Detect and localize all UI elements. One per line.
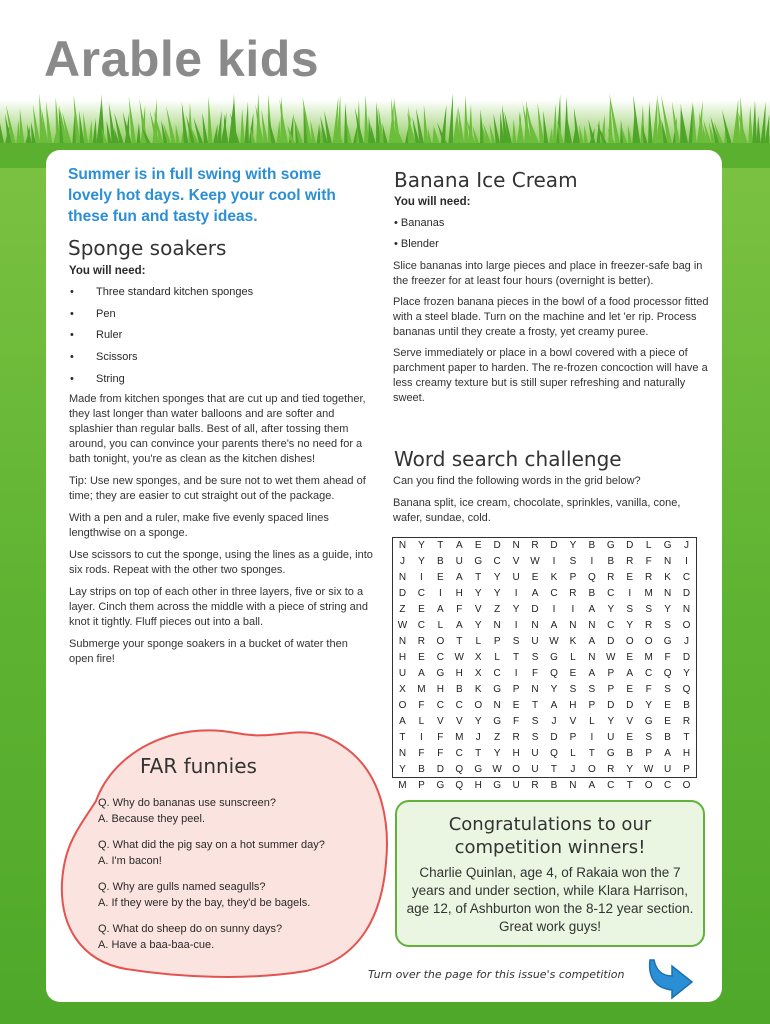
grid-letter[interactable]: B: [418, 764, 425, 775]
grid-letter[interactable]: U: [531, 748, 539, 759]
grid-letter[interactable]: E: [626, 572, 634, 583]
grid-letter[interactable]: X: [474, 652, 482, 663]
grid-letter[interactable]: I: [590, 556, 594, 567]
grid-letter[interactable]: Q: [550, 668, 558, 679]
grid-letter[interactable]: P: [512, 684, 520, 695]
grid-letter[interactable]: F: [418, 700, 425, 711]
grid-letter[interactable]: A: [531, 588, 539, 599]
grid-letter[interactable]: E: [626, 684, 634, 695]
grid-letter[interactable]: Y: [550, 684, 558, 695]
grid-letter[interactable]: H: [569, 700, 577, 711]
grid-letter[interactable]: T: [513, 652, 520, 663]
grid-letter[interactable]: G: [606, 748, 615, 759]
grid-letter[interactable]: E: [664, 700, 671, 711]
grid-letter[interactable]: N: [663, 588, 672, 599]
grid-letter[interactable]: Y: [607, 604, 615, 615]
word-search-instructions: [393, 474, 711, 533]
grid-letter[interactable]: S: [531, 716, 539, 727]
grid-letter[interactable]: S: [569, 684, 577, 695]
grid-letter[interactable]: I: [590, 732, 594, 743]
grid-letter[interactable]: O: [682, 780, 691, 791]
paragraph: Made from kitchen sponges that are cut up and tied together, they last longer than water balloons and are softer and splashier than regular balls. Best of all, after tossing them around, you can convince your parents there's no need for a bath tonight, you're as clean as the kitchen dishes!: [69, 393, 366, 465]
grid-letter[interactable]: V: [569, 716, 577, 727]
grid-letter[interactable]: O: [474, 700, 483, 711]
intro-text: Summer is in full swing with some lovely hot days. Keep your cool with these fun and tasty ideas.: [68, 166, 336, 225]
grid-letter[interactable]: U: [455, 556, 463, 567]
grid-letter[interactable]: Y: [626, 764, 634, 775]
grid-letter[interactable]: A: [455, 620, 463, 631]
grid-letter[interactable]: V: [437, 716, 444, 727]
grid-letter[interactable]: D: [607, 700, 615, 711]
grid-letter[interactable]: W: [606, 652, 616, 663]
grid-letter[interactable]: T: [588, 748, 595, 759]
grid-letter[interactable]: Y: [418, 556, 425, 567]
grid-letter[interactable]: Y: [474, 588, 482, 599]
grid-letter[interactable]: C: [550, 588, 558, 599]
grid-letter[interactable]: E: [474, 540, 482, 551]
congrats-title: Congratulations to our competition winners!: [448, 814, 652, 858]
grid-letter[interactable]: N: [512, 540, 520, 551]
grid-letter[interactable]: W: [454, 652, 464, 663]
grid-letter[interactable]: P: [607, 668, 615, 679]
grid-letter[interactable]: B: [626, 748, 634, 759]
paragraph: Use scissors to cut the sponge, using the lines as a guide, into six rods. Repeat with the other two sponges.: [69, 549, 373, 576]
grid-letter[interactable]: A: [418, 668, 425, 679]
grid-letter[interactable]: O: [644, 636, 653, 647]
grid-letter[interactable]: I: [514, 620, 518, 631]
sponge-instructions: [69, 392, 375, 674]
grid-letter[interactable]: B: [683, 700, 690, 711]
grid-letter[interactable]: Y: [607, 716, 615, 727]
grid-letter[interactable]: L: [475, 636, 481, 647]
grid-letter[interactable]: J: [684, 636, 690, 647]
grid-letter[interactable]: N: [398, 748, 407, 759]
grid-letter[interactable]: R: [512, 732, 520, 743]
paragraph: With a pen and a ruler, make five evenly spaced lines lengthwise on a sponge.: [69, 512, 329, 539]
grid-letter[interactable]: P: [418, 780, 425, 791]
grid-letter[interactable]: F: [645, 684, 652, 695]
grid-letter[interactable]: O: [625, 636, 634, 647]
grid-letter[interactable]: K: [550, 572, 558, 583]
grid-letter[interactable]: T: [399, 732, 406, 743]
grid-letter[interactable]: C: [436, 652, 444, 663]
grid-letter[interactable]: V: [474, 604, 482, 615]
grid-letter[interactable]: S: [664, 620, 671, 631]
grid-letter[interactable]: D: [607, 636, 615, 647]
grid-letter[interactable]: M: [417, 684, 426, 695]
grid-letter[interactable]: V: [512, 556, 520, 567]
grid-letter[interactable]: Q: [455, 764, 464, 775]
grid-letter[interactable]: Y: [474, 620, 482, 631]
banana-instructions: [393, 259, 711, 412]
grid-letter[interactable]: R: [645, 620, 653, 631]
grid-letter[interactable]: A: [588, 668, 596, 679]
grid-letter[interactable]: P: [588, 700, 596, 711]
grid-letter[interactable]: L: [570, 748, 576, 759]
grid-letter[interactable]: C: [607, 588, 615, 599]
grid-letter[interactable]: G: [550, 652, 558, 663]
grid-letter[interactable]: W: [397, 620, 408, 631]
grid-letter[interactable]: H: [455, 668, 463, 679]
grid-letter[interactable]: F: [664, 652, 671, 663]
grid-letter[interactable]: G: [644, 716, 653, 727]
grid-letter[interactable]: I: [514, 668, 518, 679]
grid-letter[interactable]: Q: [587, 572, 596, 583]
grid-letter[interactable]: S: [512, 636, 520, 647]
grid-letter[interactable]: G: [474, 764, 483, 775]
grid-letter[interactable]: Y: [418, 540, 425, 551]
list-item: • Blender: [394, 238, 439, 250]
banana-need-label: You will need:: [394, 196, 471, 208]
grid-letter[interactable]: Z: [494, 604, 501, 615]
list-item: • Ruler: [70, 329, 123, 342]
grid-letter[interactable]: N: [493, 620, 501, 631]
grid-letter[interactable]: Y: [569, 540, 577, 551]
grid-letter[interactable]: B: [664, 732, 671, 743]
grid-letter[interactable]: I: [552, 604, 556, 615]
grid-letter[interactable]: F: [645, 556, 652, 567]
grid-letter[interactable]: D: [398, 588, 407, 599]
grid-letter[interactable]: T: [456, 636, 463, 647]
grid-letter[interactable]: R: [682, 716, 691, 727]
grid-letter[interactable]: J: [399, 556, 405, 567]
grid-letter[interactable]: T: [531, 700, 539, 711]
grid-letter[interactable]: Y: [493, 572, 501, 583]
grid-letter[interactable]: U: [663, 764, 672, 775]
grid-letter[interactable]: N: [588, 620, 596, 631]
grid-letter[interactable]: P: [683, 764, 690, 775]
grid-letter[interactable]: P: [569, 732, 577, 743]
grid-letter[interactable]: Q: [550, 748, 558, 759]
grid-letter[interactable]: E: [512, 700, 520, 711]
grid-letter[interactable]: E: [664, 716, 671, 727]
grid-letter[interactable]: I: [514, 588, 518, 599]
grid-letter[interactable]: C: [663, 780, 672, 791]
paragraph: Lay strips on top of each other in three layers, five or six to a layer. Cinch them across the middle with a piece of string and knot it tightly. Fluff pieces out into a ball.: [69, 586, 368, 628]
grid-letter[interactable]: S: [531, 652, 539, 663]
grid-letter[interactable]: A: [550, 620, 558, 631]
grid-letter[interactable]: H: [512, 748, 520, 759]
grid-letter[interactable]: B: [588, 588, 596, 599]
grid-letter[interactable]: E: [626, 652, 634, 663]
grid-letter[interactable]: H: [682, 748, 691, 759]
grid-letter[interactable]: L: [589, 716, 595, 727]
grid-letter[interactable]: Q: [455, 780, 464, 791]
grid-letter[interactable]: D: [626, 540, 634, 551]
grid-letter[interactable]: G: [436, 668, 445, 679]
grid-letter[interactable]: A: [399, 716, 406, 727]
grid-letter[interactable]: U: [512, 572, 520, 583]
grid-letter[interactable]: R: [607, 764, 615, 775]
grid-letter[interactable]: U: [398, 668, 407, 679]
grid-letter[interactable]: I: [685, 556, 688, 567]
grid-letter[interactable]: C: [607, 620, 615, 631]
grid-letter[interactable]: K: [664, 572, 671, 583]
grid-letter[interactable]: J: [475, 732, 481, 743]
grid-letter[interactable]: D: [493, 540, 501, 551]
grid-letter[interactable]: B: [588, 540, 596, 551]
grid-letter[interactable]: N: [531, 684, 539, 695]
grid-letter[interactable]: L: [570, 652, 576, 663]
grid-letter[interactable]: A: [588, 604, 596, 615]
grid-letter[interactable]: P: [645, 748, 652, 759]
list-item: • String: [70, 372, 125, 385]
grid-letter[interactable]: P: [607, 684, 615, 695]
grid-letter[interactable]: N: [398, 572, 407, 583]
grid-letter[interactable]: O: [398, 700, 407, 711]
grid-letter[interactable]: B: [550, 780, 558, 791]
grid-letter[interactable]: M: [398, 780, 407, 791]
grid-letter[interactable]: W: [549, 636, 559, 647]
grid-letter[interactable]: Y: [399, 764, 406, 775]
grid-letter[interactable]: K: [474, 684, 482, 695]
paragraph: Tip: Use new sponges, and be sure not to wet them ahead of time; they are easier to cut straight out of the package.: [69, 475, 366, 502]
sponge-items-list: [70, 286, 253, 394]
grid-letter[interactable]: F: [418, 748, 425, 759]
grid-letter[interactable]: S: [645, 604, 652, 615]
grid-letter[interactable]: F: [437, 732, 444, 743]
grid-letter[interactable]: D: [550, 732, 558, 743]
grid-letter[interactable]: E: [418, 604, 425, 615]
joke: Q. Why are gulls named seagulls? A. If they were by the bay, they'd be bagels.: [98, 881, 311, 909]
grid-letter[interactable]: Z: [494, 732, 501, 743]
paragraph: Place frozen banana pieces in the bowl of a food processor fitted with a steel blade. Turn on the machine and let 'er rip. Process bananas until they create a frosty, yet creamy puree.: [393, 296, 709, 338]
grid-letter[interactable]: W: [643, 764, 654, 775]
grid-letter[interactable]: U: [531, 764, 539, 775]
grid-letter[interactable]: P: [569, 572, 577, 583]
grid-letter[interactable]: I: [552, 556, 556, 567]
funnies-title: FAR funnies: [140, 754, 257, 778]
grid-letter[interactable]: D: [550, 540, 558, 551]
grid-letter[interactable]: J: [684, 540, 690, 551]
grid-letter[interactable]: Y: [512, 604, 520, 615]
grid-letter[interactable]: U: [531, 636, 539, 647]
grid-letter[interactable]: N: [569, 780, 577, 791]
grid-letter[interactable]: A: [664, 748, 671, 759]
grid-letter[interactable]: D: [436, 764, 444, 775]
grid-letter[interactable]: N: [569, 620, 577, 631]
grid-letter[interactable]: R: [645, 572, 653, 583]
grid-letter[interactable]: A: [588, 780, 596, 791]
joke: Q. Why do bananas use sunscreen? A. Because they peel.: [98, 797, 276, 825]
grid-letter[interactable]: Y: [493, 748, 501, 759]
grid-letter[interactable]: C: [417, 588, 426, 599]
funnies-list: [98, 795, 378, 963]
word-search-grid[interactable]: [392, 537, 697, 791]
grid-letter[interactable]: N: [682, 604, 691, 615]
grid-letter[interactable]: A: [626, 668, 634, 679]
grid-letter[interactable]: F: [531, 668, 539, 679]
grid-letter[interactable]: A: [455, 572, 463, 583]
grid-letter[interactable]: A: [437, 604, 444, 615]
grid-letter[interactable]: O: [512, 764, 520, 775]
grid-letter[interactable]: X: [474, 668, 482, 679]
paragraph: Serve immediately or place in a bowl covered with a piece of parchment paper to harden. The re-frozen concoction will have a less creamy texture but is still super refreshing and naturally sweet.: [393, 347, 708, 404]
grid-letter[interactable]: G: [663, 540, 672, 551]
grid-letter[interactable]: C: [682, 572, 691, 583]
grid-letter[interactable]: D: [626, 700, 634, 711]
paragraph: Can you find the following words in the grid below?: [393, 475, 641, 487]
paragraph: Submerge your sponge soakers in a bucket of water then open fire!: [69, 638, 348, 665]
grid-letter[interactable]: H: [398, 652, 407, 663]
grid-letter[interactable]: X: [399, 684, 406, 695]
turn-arrow-icon[interactable]: [644, 954, 696, 1000]
grid-letter[interactable]: N: [398, 636, 407, 647]
grid-letter[interactable]: T: [475, 748, 482, 759]
grid-letter[interactable]: U: [607, 732, 615, 743]
grid-letter[interactable]: R: [531, 780, 539, 791]
list-item: • Scissors: [70, 351, 138, 364]
grid-letter[interactable]: G: [493, 684, 502, 695]
grid-letter[interactable]: D: [682, 588, 691, 599]
grid-letter[interactable]: D: [531, 604, 539, 615]
grid-letter[interactable]: G: [663, 636, 672, 647]
grid-letter[interactable]: L: [494, 652, 500, 663]
grid-letter[interactable]: Q: [682, 684, 691, 695]
grid-letter[interactable]: G: [436, 780, 445, 791]
grid-letter[interactable]: O: [682, 620, 691, 631]
grid-letter[interactable]: C: [493, 556, 501, 567]
grid-letter[interactable]: C: [645, 668, 653, 679]
page-title: Arable kids: [44, 31, 320, 87]
sponge-need-label: You will need:: [69, 265, 146, 277]
grid-letter[interactable]: T: [626, 780, 633, 791]
grid-letter[interactable]: Y: [683, 668, 690, 679]
grid-letter[interactable]: C: [607, 780, 615, 791]
grid-letter[interactable]: E: [569, 668, 577, 679]
grid-letter[interactable]: N: [493, 700, 501, 711]
grid-letter[interactable]: R: [531, 540, 539, 551]
grid-letter[interactable]: Y: [664, 604, 671, 615]
grid-letter[interactable]: B: [437, 556, 444, 567]
turn-over-note: Turn over the page for this issue's competition: [368, 968, 625, 981]
word-search-title: Word search challenge: [394, 447, 622, 471]
grid-letter[interactable]: R: [569, 588, 577, 599]
grid-letter[interactable]: T: [683, 732, 690, 743]
list-item: • Three standard kitchen sponges: [70, 286, 254, 298]
grid-letter[interactable]: W: [530, 556, 540, 567]
grid-letter[interactable]: J: [570, 764, 576, 775]
grid-letter[interactable]: V: [455, 716, 463, 727]
grid-letter[interactable]: S: [569, 556, 577, 567]
grid-letter[interactable]: D: [682, 652, 691, 663]
grid-letter[interactable]: I: [420, 572, 423, 583]
grid-letter[interactable]: S: [626, 604, 634, 615]
grid-letter[interactable]: G: [493, 780, 502, 791]
grid-letter[interactable]: C: [436, 700, 444, 711]
grid-letter[interactable]: T: [437, 540, 444, 551]
grid-letter[interactable]: E: [531, 572, 539, 583]
grid-letter[interactable]: Y: [474, 716, 482, 727]
grid-letter[interactable]: T: [475, 572, 482, 583]
grid-letter[interactable]: B: [455, 684, 463, 695]
grid-letter[interactable]: H: [474, 780, 482, 791]
grid-letter[interactable]: S: [645, 732, 652, 743]
grid-letter[interactable]: I: [571, 604, 575, 615]
list-item: • Bananas: [394, 217, 445, 229]
grid-letter[interactable]: Y: [493, 588, 501, 599]
grid-letter[interactable]: T: [550, 764, 558, 775]
banana-title: Banana Ice Cream: [394, 168, 578, 192]
grid-letter[interactable]: M: [644, 588, 653, 599]
grid-letter[interactable]: G: [474, 556, 483, 567]
grid-letter[interactable]: I: [420, 732, 423, 743]
grid-letter[interactable]: C: [455, 748, 463, 759]
grid-letter[interactable]: Q: [663, 668, 672, 679]
grid-letter[interactable]: B: [607, 556, 615, 567]
congrats-text: Charlie Quinlan, age 4, of Rakaia won the 7 years and under section, while Klara Harrison, age 12, of Ashburton won the 8-12 year section. Great work guys!: [406, 865, 694, 934]
grid-letter[interactable]: G: [606, 540, 615, 551]
grid-letter[interactable]: V: [626, 716, 634, 727]
joke: Q. What did the pig say on a hot summer day? A. I'm bacon!: [98, 839, 325, 867]
joke: Q. What do sheep do on sunny days? A. Have a baa-baa-cue.: [98, 923, 283, 951]
sponge-title: Sponge soakers: [68, 236, 227, 260]
paragraph: Slice bananas into large pieces and place in freezer-safe bag in the freezer for at least four hours (overnight is better).: [393, 260, 703, 287]
grid-letter[interactable]: R: [607, 572, 615, 583]
grid-letter[interactable]: N: [398, 540, 407, 551]
grid-letter[interactable]: N: [663, 556, 672, 567]
grid-letter[interactable]: E: [418, 652, 425, 663]
grid-letter[interactable]: F: [513, 716, 520, 727]
grid-letter[interactable]: O: [644, 780, 653, 791]
grid-letter[interactable]: W: [492, 764, 502, 775]
grid-letter[interactable]: K: [569, 636, 577, 647]
grid-letter[interactable]: U: [512, 780, 520, 791]
grid-letter[interactable]: A: [588, 636, 596, 647]
grid-letter[interactable]: H: [436, 684, 444, 695]
grid-letter[interactable]: E: [626, 732, 634, 743]
grid-letter[interactable]: E: [437, 572, 444, 583]
grid-letter[interactable]: S: [588, 684, 596, 695]
grid-letter[interactable]: O: [436, 636, 445, 647]
grid-letter[interactable]: J: [551, 716, 557, 727]
grid-letter[interactable]: S: [531, 732, 539, 743]
grid-letter[interactable]: L: [437, 620, 444, 631]
grid-letter[interactable]: C: [455, 700, 463, 711]
grid-letter[interactable]: M: [644, 652, 653, 663]
grid-letter[interactable]: R: [626, 556, 634, 567]
grid-letter[interactable]: L: [418, 716, 425, 727]
grid-letter[interactable]: Y: [645, 700, 652, 711]
grid-letter[interactable]: I: [438, 588, 442, 599]
grid-letter[interactable]: M: [455, 732, 464, 743]
list-item: • Pen: [70, 307, 116, 320]
grid-letter[interactable]: O: [587, 764, 596, 775]
grid-letter[interactable]: Z: [399, 604, 406, 615]
grid-letter[interactable]: C: [493, 668, 501, 679]
grid-letter[interactable]: F: [437, 748, 444, 759]
grid-letter[interactable]: G: [493, 716, 502, 727]
grid-letter[interactable]: A: [550, 700, 558, 711]
grid-letter[interactable]: A: [455, 540, 463, 551]
grid-letter[interactable]: N: [531, 620, 539, 631]
grid-letter[interactable]: Y: [626, 620, 634, 631]
grid-letter[interactable]: F: [456, 604, 463, 615]
grid-letter[interactable]: H: [455, 588, 463, 599]
grid-letter[interactable]: C: [417, 620, 426, 631]
grid-letter[interactable]: I: [628, 588, 632, 599]
banana-items-list: [394, 217, 444, 259]
grid-letter[interactable]: S: [664, 684, 671, 695]
grid-letter[interactable]: N: [588, 652, 596, 663]
grid-letter[interactable]: P: [493, 636, 501, 647]
paragraph: Banana split, ice cream, chocolate, sprinkles, vanilla, cone, wafer, sundae, cold.: [393, 497, 681, 524]
grid-letter[interactable]: L: [645, 540, 652, 551]
grid-letter[interactable]: R: [417, 636, 426, 647]
